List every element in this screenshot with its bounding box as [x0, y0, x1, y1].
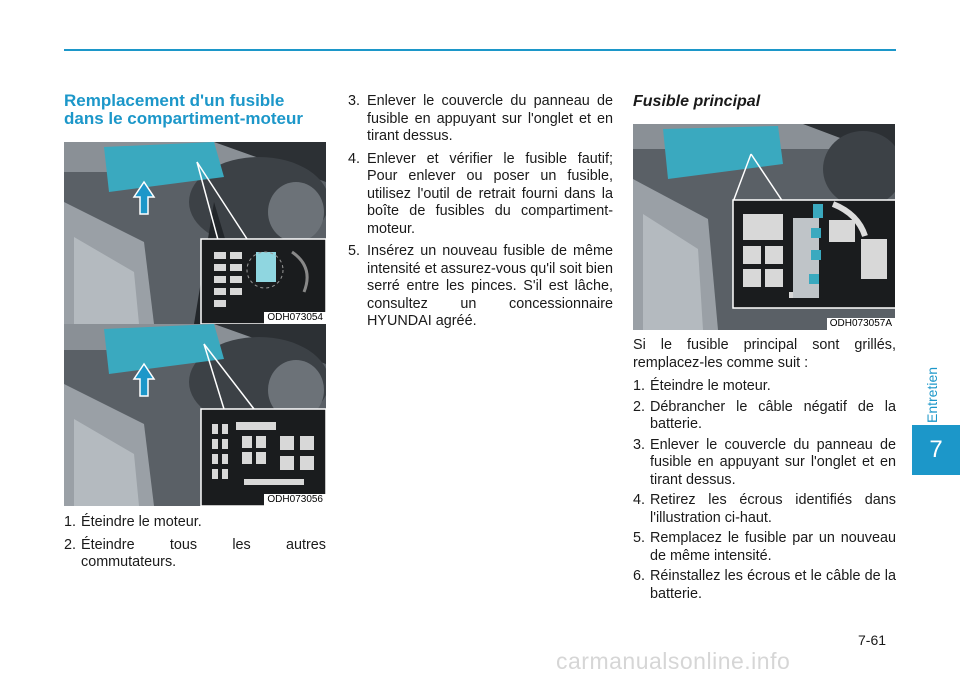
list-item: [633, 530, 896, 565]
list-item: [633, 399, 896, 434]
chapter-number-tab: 7: [912, 425, 960, 475]
step-list: [633, 378, 896, 603]
section-heading-line2: dans le compartiment-moteur: [64, 109, 303, 128]
left-column: [64, 92, 326, 577]
engine-photo-2: [64, 324, 326, 506]
list-item: [348, 93, 613, 146]
step-text: Débrancher le câble négatif de la batterie.: [650, 398, 896, 432]
list-item: [348, 151, 613, 239]
step-number: 6.: [633, 568, 646, 584]
image-code: ODH073056: [264, 494, 326, 506]
image-code: ODH073054: [264, 312, 326, 324]
right-column: [633, 92, 896, 606]
page-number: 7-61: [858, 632, 887, 648]
main-fuse-photo: [633, 124, 895, 330]
list-item: [633, 568, 896, 603]
intro-text-block: [633, 337, 896, 372]
step-text: Retirez les écrous identifiés dans l'illustration ci-haut.: [650, 492, 896, 526]
step-number: 2.: [633, 398, 646, 415]
step-list: [64, 514, 326, 572]
image-code: ODH073057A: [827, 318, 895, 330]
engine-photo-1: [64, 142, 326, 324]
list-item: [64, 537, 326, 572]
step-text: Réinstallez les écrous et le câble de la batterie.: [650, 568, 896, 602]
step-text: Éteindre le moteur.: [81, 514, 202, 530]
list-item: [348, 243, 613, 331]
step-number: 4.: [633, 492, 646, 508]
step-number: 3.: [348, 93, 361, 109]
watermark[interactable]: carmanualsonline.info: [556, 648, 791, 674]
section-heading-line1: Remplacement d'un fusible: [64, 91, 285, 110]
header-rule: [64, 49, 896, 51]
list-item: [633, 378, 896, 396]
step-text: Insérez un nouveau fusible de même intensité et assurez-vous qu'il soit bien serré entre les pinces. S'il est lâche, consultez un concessionnaire HYUNDAI agréé.: [367, 243, 613, 329]
section-subheading: Fusible principal: [633, 93, 761, 110]
step-text: Enlever le couvercle du panneau de fusible en appuyant sur l'onglet et en tirant dessus.: [367, 93, 613, 144]
step-text: Remplacez le fusible par un nouveau de même intensité.: [650, 530, 896, 564]
step-number: 5.: [633, 530, 646, 546]
intro-paragraph: Si le fusible principal sont grillés, remplacez-les comme suit :: [633, 337, 896, 371]
step-text: Éteindre tous les autres commutateurs.: [81, 536, 326, 570]
step-number: 5.: [348, 243, 361, 259]
step-number: 1.: [633, 378, 646, 394]
list-item: [633, 437, 896, 490]
list-item: [64, 514, 326, 532]
step-number: 3.: [633, 436, 646, 453]
list-item: [633, 492, 896, 527]
chapter-side-label: Entretien: [924, 366, 940, 424]
step-number: 1.: [64, 514, 77, 530]
step-number: 2.: [64, 536, 77, 553]
section-heading: [64, 92, 326, 128]
middle-column: [348, 93, 613, 336]
step-text: Éteindre le moteur.: [650, 378, 771, 394]
step-text: Enlever le couvercle du panneau de fusible en appuyant sur l'onglet et en tirant dessus.: [650, 436, 896, 488]
step-text: Enlever et vérifier le fusible fautif; Pour enlever ou poser un fusible, utilisez l'outil de retrait fourni dans la boîte de fusibles du compartiment-moteur.: [367, 150, 613, 237]
step-number: 4.: [348, 150, 361, 167]
